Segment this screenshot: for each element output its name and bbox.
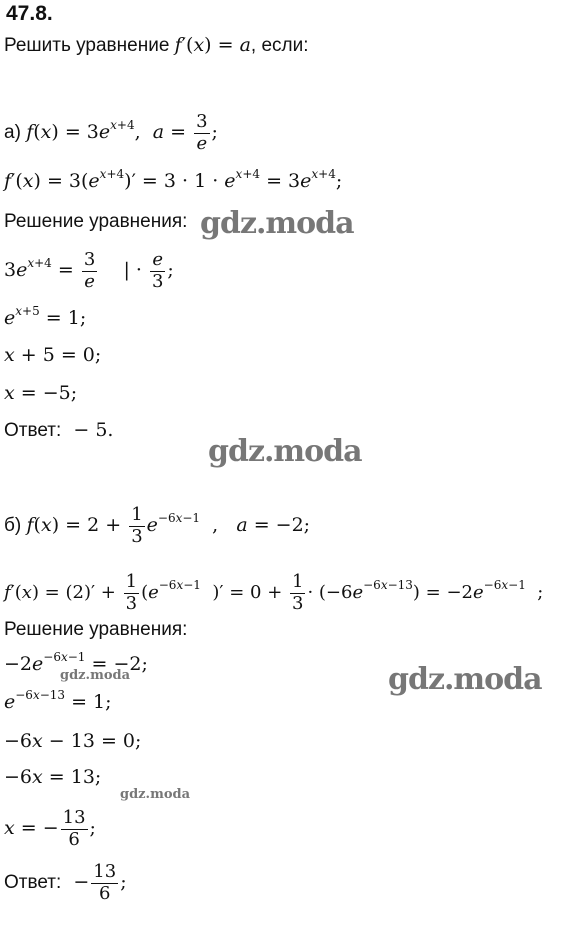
part-a-answer: [4, 421, 113, 440]
watermark: gdz.moda: [120, 787, 191, 802]
part-b-derivative: f′(x) = (2)′ + $\frac{1}{3}$ ($e^{-6x-1}$ )′ = 0 + $\frac{1}{3}$ · $(-6e^{-6x-13}) = -2e^{-6x-1}$ ;: [4, 571, 544, 614]
part-b-step-5: x = − $\frac{13}{6}$ ;: [4, 807, 96, 850]
part-a-derivative: $f'(x) = 3(e^{x+4})' = 3 \cdot 1 \cdot e^{x+4} = 3e^{x+4}$;: [4, 167, 343, 192]
part-b-given: б) f(x) = 2 + $\frac{1}{3}$ $e^{-6x-1}$ , a = −2;: [4, 504, 311, 547]
problem-number: 47.8.: [6, 2, 53, 25]
part-b-step-1: $-2e^{-6x-1} = -2$;: [4, 650, 148, 675]
part-a-solution-heading: Решение уравнения:: [4, 211, 188, 232]
part-b-answer: Ответ: − $\frac{13}{6}$ ;: [4, 861, 127, 904]
problem-statement: Решить уравнение f′(x) = a, если:: [4, 34, 309, 56]
watermark: gdz.moda: [60, 668, 131, 683]
part-a-step-4: x = −5;: [4, 382, 78, 404]
watermark: gdz.moda: [208, 434, 362, 469]
part-a-given: а) $f(x) = 3e^{x+4}$, a = $\frac{3}{e}$ ;: [4, 111, 218, 154]
watermark: gdz.moda: [388, 662, 542, 697]
part-a-step-1: $3e^{x+4}$ = $\frac{3}{e}$ | · $\frac{e}{3}$ ;: [4, 249, 174, 292]
answer-label: Ответ:: [4, 420, 62, 441]
part-b-step-4: −6x = 13;: [4, 766, 102, 788]
part-a-step-3: x + 5 = 0;: [4, 344, 102, 366]
watermark: gdz.moda: [200, 206, 354, 241]
answer-label: Ответ:: [4, 872, 62, 894]
part-b-step-3: −6x − 13 = 0;: [4, 730, 142, 752]
answer-value: − 5.: [73, 419, 114, 441]
part-a-step-2: $e^{x+5} = 1$;: [4, 304, 87, 329]
part-b-solution-heading: Решение уравнения:: [4, 619, 188, 640]
part-b-step-2: $e^{-6x-13} = 1$;: [4, 688, 112, 713]
